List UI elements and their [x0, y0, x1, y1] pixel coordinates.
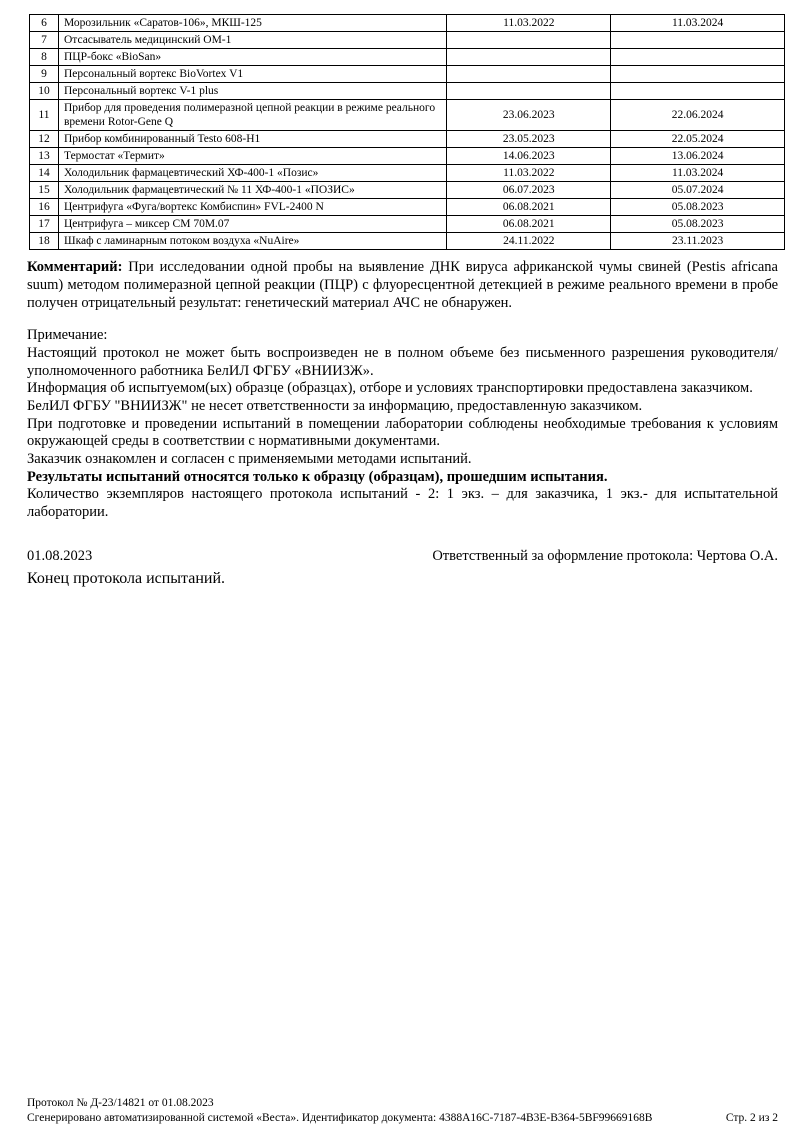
- table-row: [30, 83, 785, 100]
- row-date-to: 22.05.2024: [611, 131, 785, 148]
- equipment-table: [29, 14, 785, 250]
- table-row: [30, 66, 785, 83]
- row-date-from: 06.08.2021: [447, 216, 611, 233]
- row-num: 12: [30, 131, 59, 148]
- table-row: [30, 100, 785, 131]
- table-row: [30, 233, 785, 250]
- row-date-to: [611, 32, 785, 49]
- row-date-from: 23.06.2023: [447, 100, 611, 131]
- row-date-to: 11.03.2024: [611, 165, 785, 182]
- row-num: 14: [30, 165, 59, 182]
- table-row: [30, 131, 785, 148]
- comment-paragraph: [27, 259, 778, 312]
- footer-page-number: Стр. 2 из 2: [725, 1111, 778, 1124]
- row-date-from: 11.03.2022: [447, 165, 611, 182]
- row-num: 18: [30, 233, 59, 250]
- table-row: [30, 199, 785, 216]
- row-date-from: [447, 66, 611, 83]
- row-date-to: 05.07.2024: [611, 182, 785, 199]
- row-date-from: 06.08.2021: [447, 199, 611, 216]
- row-date-to: 23.11.2023: [611, 233, 785, 250]
- note-line: Результаты испытаний относятся только к образцу (образцам), прошедшим испытания.: [27, 468, 608, 485]
- row-date-to: 05.08.2023: [611, 199, 785, 216]
- notes-label: Примечание:: [27, 327, 108, 344]
- row-date-from: [447, 83, 611, 100]
- end-of-protocol-line: Конец протокола испытаний.: [27, 569, 226, 587]
- row-date-to: 11.03.2024: [611, 15, 785, 32]
- row-date-to: [611, 83, 785, 100]
- table-row: [30, 216, 785, 233]
- row-date-to: 13.06.2024: [611, 148, 785, 165]
- row-name: Шкаф с ламинарным потоком воздуха «NuAire»: [58, 233, 446, 250]
- signoff-responsible: Ответственный за оформление протокола: Чертова О.А.: [432, 547, 778, 564]
- row-date-to: [611, 49, 785, 66]
- note-line: БелИЛ ФГБУ "ВНИИЗЖ" не несет ответственности за информацию, предоставленную заказчиком.: [27, 398, 643, 415]
- row-date-from: 23.05.2023: [447, 131, 611, 148]
- row-date-from: 14.06.2023: [447, 148, 611, 165]
- note-line: Информация об испытуемом(ых) образце (образцах), отборе и условиях транспортировки предоставлена заказчиком.: [27, 380, 753, 397]
- row-date-from: [447, 32, 611, 49]
- comment-text: При исследовании одной пробы на выявление ДНК вируса африканской чумы свиней (Pestis africana suum) методом полимеразной цепной реакции (ПЦР) с флуоресцентной детекцией в режиме реального времени в пробе получен отрицательный результат: генетический материал АЧС не обнаружен.: [27, 259, 778, 311]
- equipment-table-body: [30, 15, 785, 250]
- row-name: Отсасыватель медицинский ОМ-1: [58, 32, 446, 49]
- notes-section: [27, 327, 778, 522]
- row-num: 10: [30, 83, 59, 100]
- table-row: [30, 32, 785, 49]
- row-date-from: 11.03.2022: [447, 15, 611, 32]
- row-date-from: 06.07.2023: [447, 182, 611, 199]
- row-date-from: [447, 49, 611, 66]
- row-name: Персональный вортекс V-1 plus: [58, 83, 446, 100]
- footer-generated-line: Сгенерировано автоматизированной системой «Веста». Идентификатор документа: 4388A16C-7187-4B3E-B364-5BF99669168B: [27, 1111, 653, 1124]
- row-name: Холодильник фармацевтический № 11 ХФ-400-1 «ПОЗИС»: [58, 182, 446, 199]
- row-num: 6: [30, 15, 59, 32]
- row-num: 7: [30, 32, 59, 49]
- signoff-row: [27, 548, 778, 566]
- comment-label: Комментарий:: [27, 259, 123, 276]
- row-name: Холодильник фармацевтический ХФ-400-1 «Позис»: [58, 165, 446, 182]
- row-num: 9: [30, 66, 59, 83]
- row-date-from: 24.11.2022: [447, 233, 611, 250]
- row-name: ПЦР-бокс «BioSan»: [58, 49, 446, 66]
- row-name: Центрифуга «Фуга/вортекс Комбиспин» FVL-2400 N: [58, 199, 446, 216]
- note-line: Заказчик ознакомлен и согласен с применяемыми методами испытаний.: [27, 451, 472, 468]
- table-row: [30, 49, 785, 66]
- table-row: [30, 15, 785, 32]
- row-date-to: 22.06.2024: [611, 100, 785, 131]
- row-num: 17: [30, 216, 59, 233]
- row-name: Термостат «Термит»: [58, 148, 446, 165]
- row-num: 16: [30, 199, 59, 216]
- note-line: Настоящий протокол не может быть воспроизведен не в полном объеме без письменного разрешения руководителя/уполномоченного работника БелИЛ ФГБУ «ВНИИЗЖ».: [27, 344, 778, 379]
- page-footer: [27, 1096, 778, 1125]
- signoff-date: 01.08.2023: [27, 547, 93, 564]
- row-num: 15: [30, 182, 59, 199]
- table-row: [30, 165, 785, 182]
- row-name: Морозильник «Саратов-106», МКШ-125: [58, 15, 446, 32]
- table-row: [30, 148, 785, 165]
- row-num: 11: [30, 100, 59, 131]
- row-name: Прибор комбинированный Testo 608-H1: [58, 131, 446, 148]
- table-row: [30, 182, 785, 199]
- note-line: Количество экземпляров настоящего протокола испытаний - 2: 1 экз. – для заказчика, 1 экз.- для испытательной лаборатории.: [27, 486, 778, 521]
- notes-list: [27, 345, 778, 522]
- row-name: Прибор для проведения полимеразной цепной реакции в режиме реального времени Rotor-Gene Q: [58, 100, 446, 131]
- row-num: 13: [30, 148, 59, 165]
- row-name: Персональный вортекс BioVortex V1: [58, 66, 446, 83]
- row-name: Центрифуга – миксер СМ 70М.07: [58, 216, 446, 233]
- row-num: 8: [30, 49, 59, 66]
- footer-protocol-line: Протокол № Д-23/14821 от 01.08.2023: [27, 1097, 214, 1110]
- footer-line2: [27, 1111, 778, 1125]
- row-date-to: 05.08.2023: [611, 216, 785, 233]
- row-date-to: [611, 66, 785, 83]
- note-line: При подготовке и проведении испытаний в помещении лаборатории соблюдены необходимые требования к условиям окружающей среды в соответствии с нормативными документами.: [27, 415, 778, 450]
